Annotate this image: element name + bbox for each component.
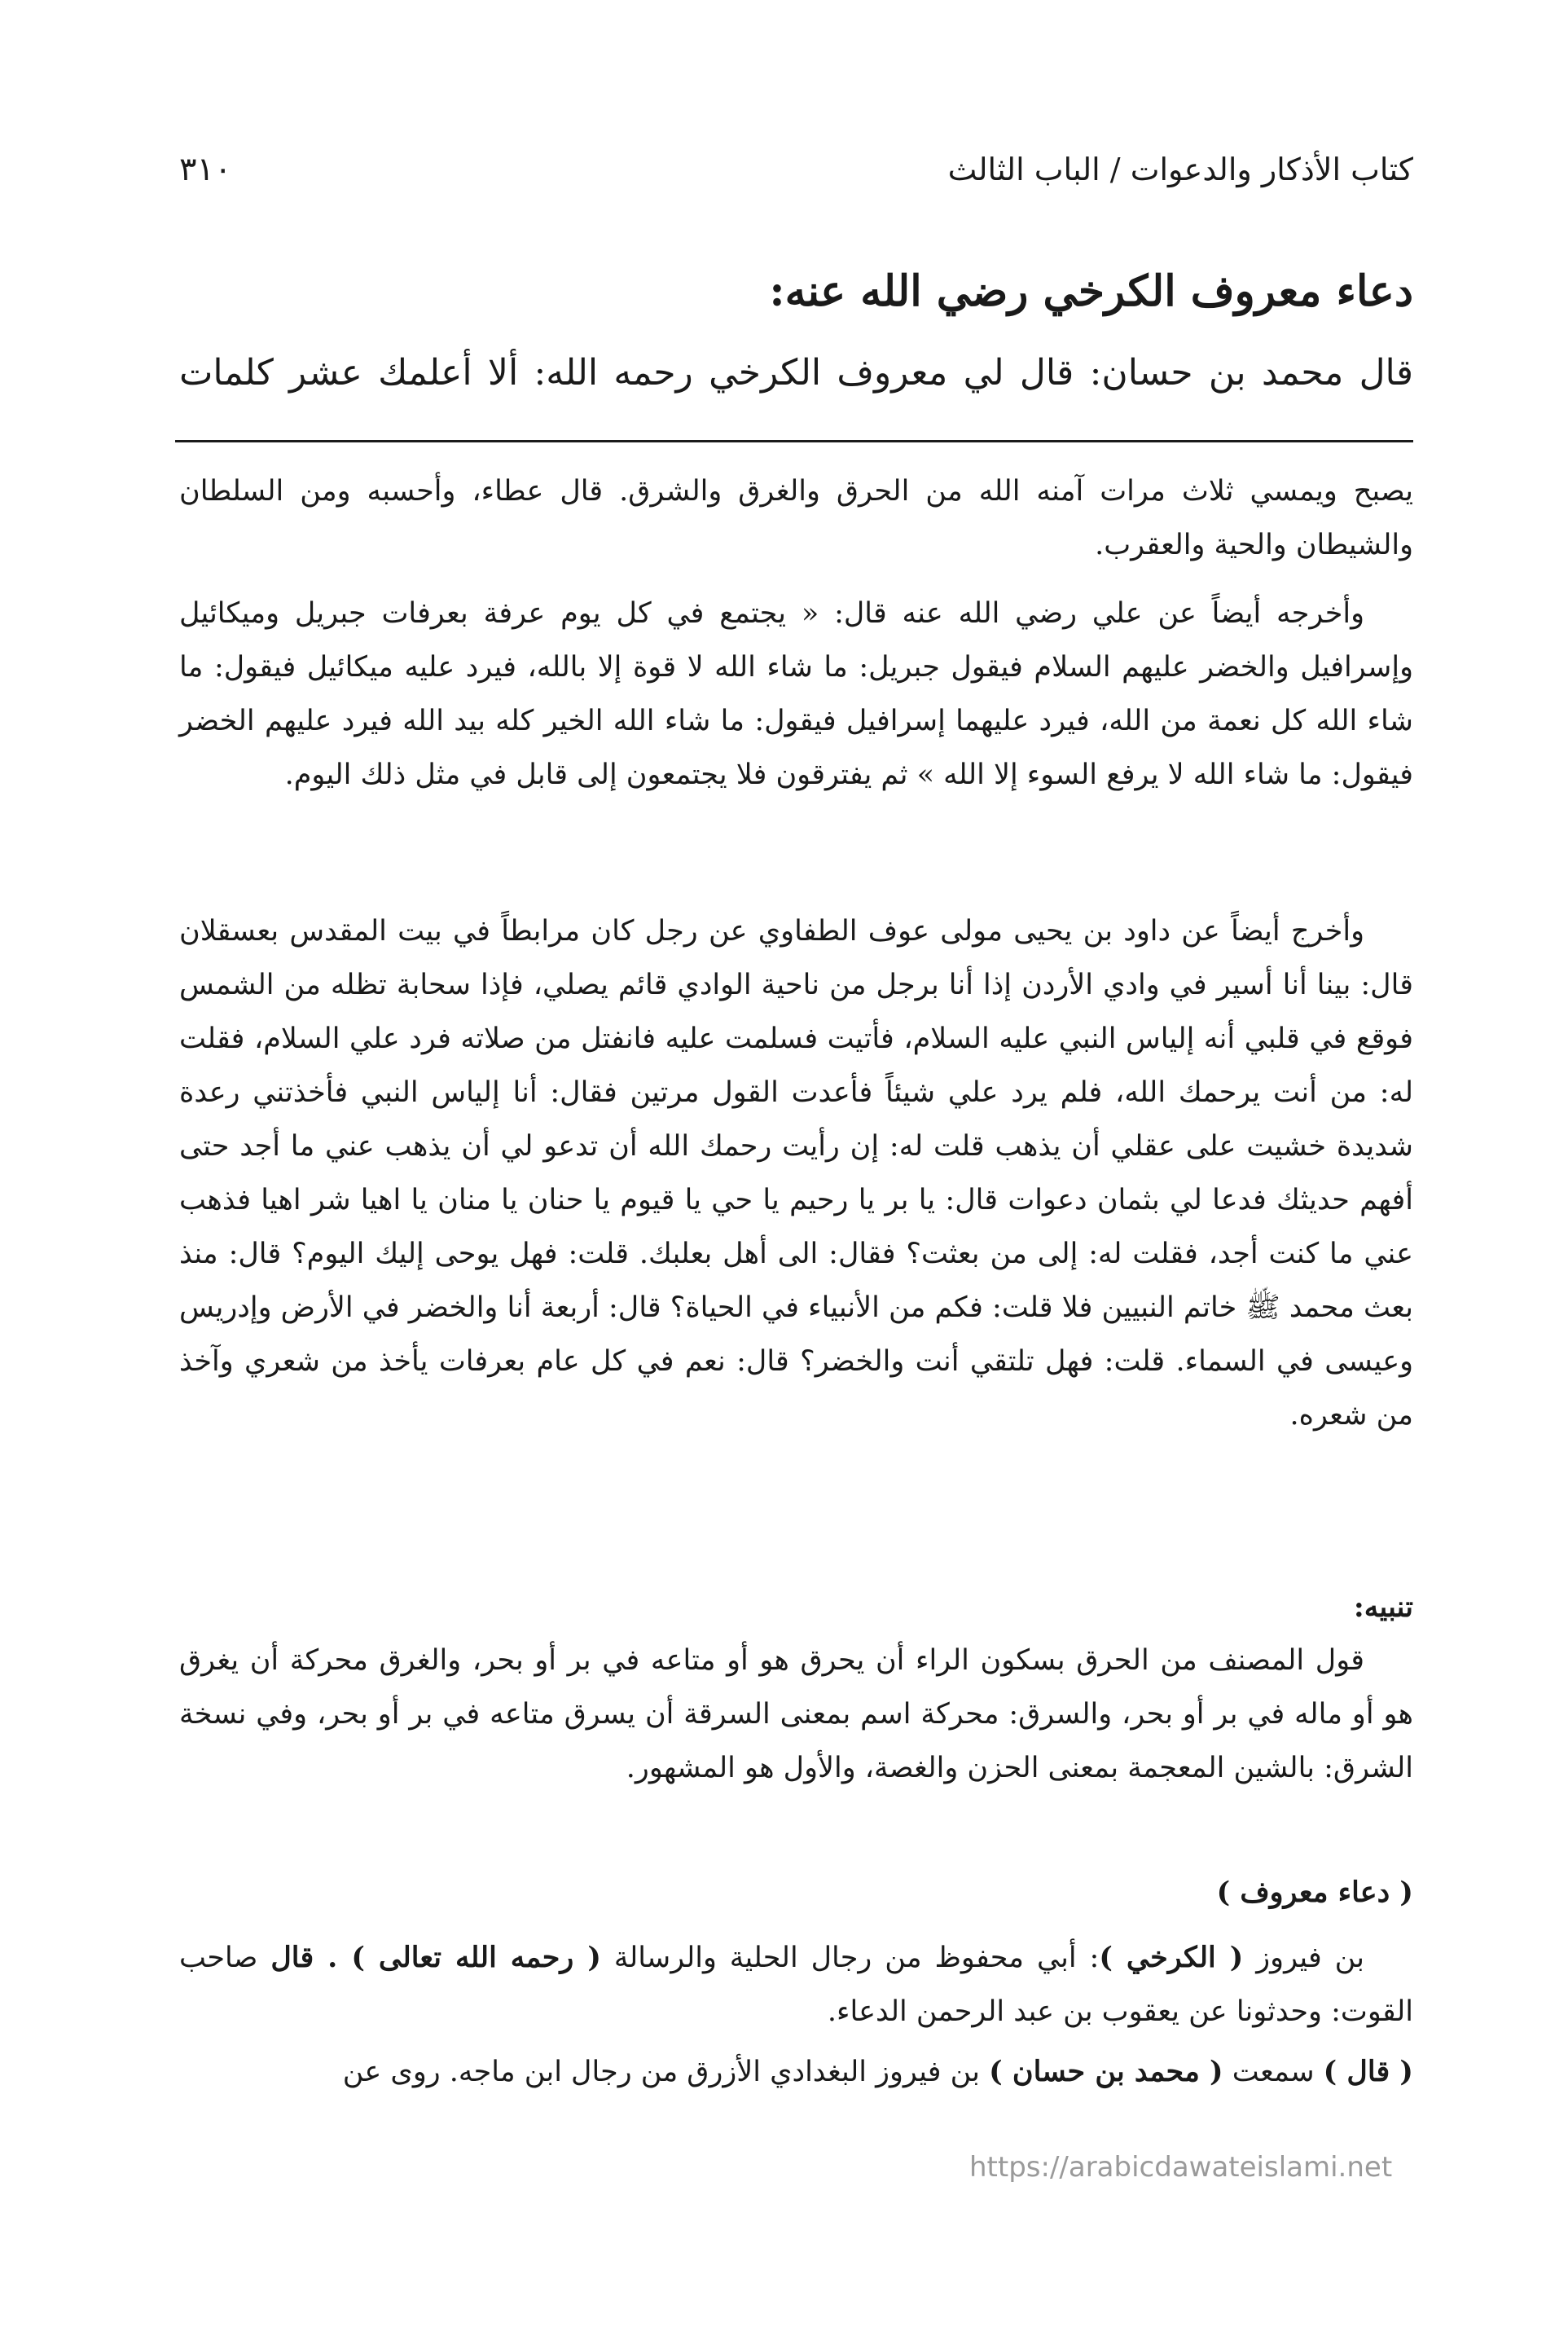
watermark-url: https://arabicdawateislami.net [969, 2151, 1393, 2184]
p5-text-3: صاحب القوت: وحدثونا عن يعقوب بن عبد الرحمن الدعاء. [179, 1942, 1413, 2028]
commentary-paragraph-3: وأخرج أيضاً عن داود بن يحيى مولى عوف الطفاوي عن رجل كان مرابطاً في بيت المقدس بعسقلان قال: بينا أنا أسير في وادي الأردن إذا أنا برجل من ناحية الوادي قائم يصلي، فإذا سحابة تظله من الشمس فوقع في قلبي أنه إلياس النبي عليه السلام، فأتيت فسلمت عليه فانفتل من صلاته فرد علي السلام، فقلت له: من أنت يرحمك الله، فلم يرد علي شيئاً فأعدت القول مرتين فقال: أنا إلياس النبي فأخذتني رعدة شديدة خشيت على عقلي أن يذهب قلت له: إن رأيت رحمك الله أن تدعو لي أن يذهب عني ما أجد حتى أفهم حديثك فدعا لي بثمان دعوات قال: يا بر يا رحيم يا حي يا قيوم يا حنان يا منان يا اهيا شر اهيا فذهب عني ما كنت أجد، فقلت له: إلى من بعثت؟ فقال: الى أهل بعلبك. قلت: فهل يوحى إليك اليوم؟ قال: منذ بعث محمد ﷺ خاتم النبيين فلا قلت: فكم من الأنبياء في الحياة؟ قال: أربعة أنا والخضر في الأرض وإدريس وعيسى في السماء. قلت: فهل تلتقي أنت والخضر؟ قال: نعم في كل عام بعرفات يأخذ من شعري وآخذ من شعره. [179, 915, 1414, 1432]
p6-bold-2: ( محمد بن حسان ) [989, 2055, 1223, 2088]
p5-bold-1: ( الكرخي ) [1099, 1941, 1244, 1974]
p6-text-1: سمعت [1223, 2056, 1324, 2088]
section-title: دعاء معروف الكرخي رضي الله عنه: [769, 266, 1413, 316]
commentary-paragraph-4: قول المصنف من الحرق بسكون الراء أن يحرق هو أو متاعه في بر أو بحر، والغرق محركة أن يغرق هو أو ماله في بر أو بحر، والسرق: محركة اسم بمعنى السرقة أن يسرق متاعه في بر أو بحر، وفي نسخة الشرق: بالشين المعجمة بمعنى الحزن والغصة، والأول هو المشهور. [179, 1644, 1413, 1784]
p6-text-2: بن فيروز البغدادي الأزرق من رجال ابن ماجه. روى عن [342, 2056, 990, 2088]
p5-text-1: بن فيروز [1243, 1942, 1365, 1974]
p6-bold-1: ( قال ) [1323, 2055, 1413, 2088]
p5-bold-2: ( رحمه الله تعالى ) . قال [270, 1941, 601, 1974]
page-number: ٣١٠ [179, 151, 232, 188]
running-title: كتاب الأذكار والدعوات / الباب الثالث [947, 152, 1413, 187]
dua-heading: ( دعاء معروف ) [1216, 1876, 1413, 1909]
commentary-paragraph-6 [179, 2045, 1413, 2099]
running-head [179, 145, 1413, 194]
tanbih-heading: تنبيه: [1353, 1590, 1413, 1624]
main-text: قال محمد بن حسان: قال لي معروف الكرخي رحمه الله: ألا أعلمك عشر كلمات [179, 352, 1414, 394]
footnote-divider [175, 440, 1413, 442]
commentary-paragraph-5 [179, 1931, 1413, 2039]
p5-text-2: : أبي محفوظ من رجال الحلية والرسالة [600, 1942, 1100, 1974]
commentary-paragraph-2: وأخرجه أيضاً عن علي رضي الله عنه قال: « يجتمع في كل يوم عرفة بعرفات جبريل وميكائيل وإسرافيل والخضر عليهم السلام فيقول جبريل: ما شاء الله لا قوة إلا بالله، فيرد عليه ميكائيل فيقول: ما شاء الله كل نعمة من الله، فيرد عليهما إسرافيل فيقول: ما شاء الله الخير كله بيد الله فيرد عليهم الخضر فيقول: ما شاء الله لا يرفع السوء إلا الله » ثم يفترقون فلا يجتمعون إلى قابل في مثل ذلك اليوم. [179, 597, 1413, 791]
book-page [179, 0, 1413, 2349]
commentary-paragraph-1: يصبح ويمسي ثلاث مرات آمنه الله من الحرق والغرق والشرق. قال عطاء، وأحسبه ومن السلطان والشيطان والحية والعقرب. [179, 475, 1413, 561]
